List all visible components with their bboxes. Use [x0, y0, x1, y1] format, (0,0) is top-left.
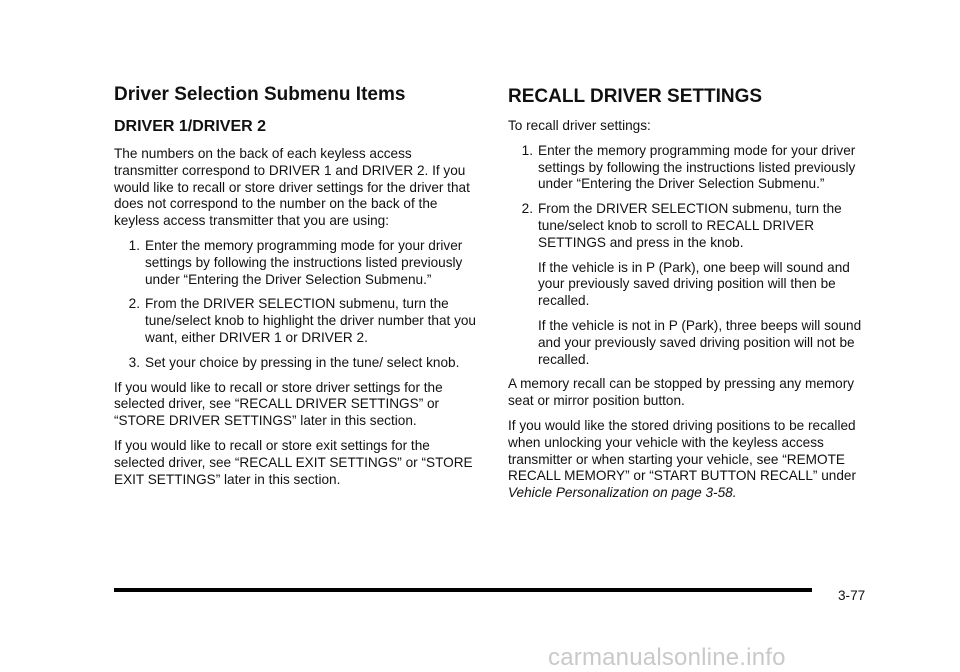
steps-list: [114, 238, 476, 372]
park-note: If the vehicle is in P (Park), one beep will sound and your previously saved driving position will then be recalled.: [538, 259, 850, 309]
left-column: [114, 82, 476, 496]
step-number: 2.: [128, 296, 140, 312]
list-item: [114, 238, 476, 288]
recall-stop-paragraph: A memory recall can be stopped by pressing any memory seat or mirror position button.: [508, 376, 855, 409]
section-title: Driver Selection Submenu Items: [114, 84, 406, 105]
recall-intro: To recall driver settings:: [508, 118, 651, 133]
not-park-note: If the vehicle is not in P (Park), three beeps will sound and your previously saved driving position will not be recalled.: [538, 317, 862, 367]
step-text: From the DRIVER SELECTION submenu, turn the tune/select knob to scroll to RECALL DRIVER SETTINGS and press in the knob.: [538, 201, 842, 250]
recall-section-title: RECALL DRIVER SETTINGS: [508, 86, 763, 107]
footer-rule: [114, 588, 812, 592]
recall-store-exit-paragraph: If you would like to recall or store exit settings for the selected driver, see “RECALL EXIT SETTINGS” or “STORE EXIT SETTINGS” later in this section.: [114, 437, 473, 487]
list-item: [507, 143, 870, 193]
remote-recall-paragraph: [508, 418, 870, 502]
step-text: From the DRIVER SELECTION submenu, turn the tune/select knob to highlight the driver number that you want, either DRIVER 1 or DRIVER 2.: [145, 296, 476, 345]
page-number: 3-77: [838, 588, 866, 603]
right-column: [508, 84, 870, 510]
step-text: Enter the memory programming mode for your driver settings by following the instructions listed previously under “Entering the Driver Selection Submenu.”: [538, 142, 856, 192]
step-number: 2.: [521, 201, 533, 217]
remote-recall-text: If you would like the stored driving positions to be recalled when unlocking your vehicle with the keyless access transmitter or when starting your vehicle, see “REMOTE RECALL MEMORY” or “START BUTTON RECALL” under: [508, 417, 856, 484]
step-text: Set your choice by pressing in the tune/ select knob.: [145, 354, 460, 370]
watermark: carmanualsonline.info: [548, 644, 786, 671]
step-number: 1.: [128, 237, 140, 253]
recall-steps-list: [507, 143, 870, 369]
list-item: [114, 296, 476, 346]
cross-reference-link: Vehicle Personalization on page 3-58.: [508, 485, 737, 501]
step-number: 3.: [128, 354, 140, 370]
subsection-title-driver: DRIVER 1/DRIVER 2: [114, 118, 267, 135]
recall-store-driver-paragraph: If you would like to recall or store driver settings for the selected driver, see “RECALL DRIVER SETTINGS” or “STORE DRIVER SETTINGS” later in this section.: [114, 379, 443, 429]
step-text: Enter the memory programming mode for your driver settings by following the instructions listed previously under “Entering the Driver Selection Submenu.”: [145, 237, 463, 287]
step-number: 1.: [521, 142, 533, 158]
list-item: [507, 201, 870, 368]
intro-paragraph: The numbers on the back of each keyless access transmitter correspond to DRIVER 1 and DRIVER 2. If you would like to recall or store driver settings for the driver that does not correspond to the number on the back of the keyless access transmitter that you are using:: [114, 146, 470, 229]
list-item: [114, 355, 476, 372]
